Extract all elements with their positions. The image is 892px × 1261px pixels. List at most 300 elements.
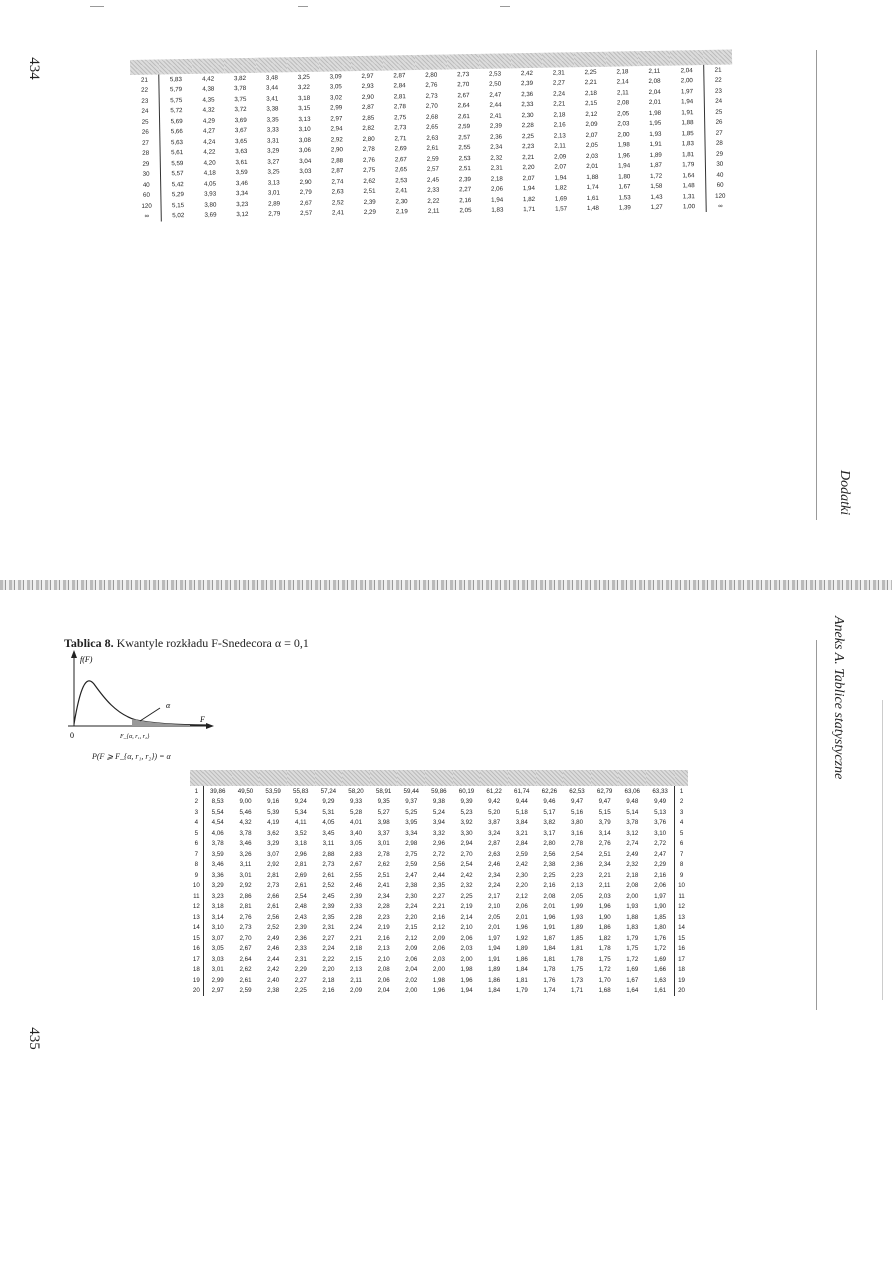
table-cell: 2,33 xyxy=(427,186,440,195)
table-cell: 2,88 xyxy=(322,850,335,858)
table-cell: 2,62 xyxy=(363,177,376,185)
table-cell: 1,91 xyxy=(543,924,556,932)
table-row xyxy=(190,944,688,955)
table-cell: 61,74 xyxy=(514,787,530,795)
table-cell: 2,71 xyxy=(394,134,407,143)
table-cell: 3,29 xyxy=(267,840,280,848)
table-cell: 4,01 xyxy=(349,819,363,827)
table-cell: 3,16 xyxy=(570,829,584,837)
table-cell: 2,16 xyxy=(654,871,667,879)
table-row xyxy=(190,839,688,850)
table-cell: 2,63 xyxy=(488,850,501,858)
row-label-right: 20 xyxy=(675,986,688,997)
table-row xyxy=(190,807,688,818)
row-label-right: 10 xyxy=(675,881,688,892)
table-cell: 3,61 xyxy=(235,158,248,166)
table-cell: 2,61 xyxy=(294,882,307,890)
table-cell: 3,80 xyxy=(570,819,584,827)
table-cell: 57,24 xyxy=(320,787,337,795)
table-cell: 1,91 xyxy=(681,108,694,117)
table-cell: 4,20 xyxy=(203,159,216,167)
row-label: 22 xyxy=(130,85,159,96)
table-cell: 2,20 xyxy=(515,882,528,890)
row-label: 20 xyxy=(190,986,203,997)
table-cell: 2,23 xyxy=(522,143,535,151)
table-cell: 2,70 xyxy=(239,934,252,942)
table-cell: 2,81 xyxy=(393,92,406,101)
table-cell: 2,74 xyxy=(626,840,639,848)
table-cell: 3,46 xyxy=(235,179,248,187)
table-cell: 3,52 xyxy=(294,829,307,837)
table-cell: 63,33 xyxy=(652,787,668,795)
table-cell: 2,50 xyxy=(489,80,502,88)
table-cell: 5,61 xyxy=(171,149,184,157)
table-cell: 3,11 xyxy=(239,861,252,869)
table-cell: 2,12 xyxy=(585,110,598,118)
row-label: 21 xyxy=(130,74,159,85)
table-cell: 2,67 xyxy=(394,155,407,164)
table-cell: 2,25 xyxy=(584,68,597,76)
table-cell: 3,05 xyxy=(349,840,363,848)
table-row xyxy=(190,954,688,965)
table-cell: 3,27 xyxy=(267,158,280,166)
table-cell: 3,21 xyxy=(515,829,528,837)
table-cell: 5,23 xyxy=(460,808,473,816)
table-cell: 2,61 xyxy=(322,871,335,879)
row-label-right: 24 xyxy=(704,96,733,107)
table-cell: 1,82 xyxy=(554,184,567,192)
table-cell: 3,98 xyxy=(377,819,390,827)
row-label-right: 60 xyxy=(705,180,734,191)
table-cell: 2,59 xyxy=(515,850,528,858)
table-cell: 2,14 xyxy=(616,78,629,86)
table-cell: 62,79 xyxy=(596,787,613,795)
table-cell: 1,94 xyxy=(488,945,501,953)
table-cell: 1,84 xyxy=(488,987,501,995)
table-cell: 3,38 xyxy=(266,105,279,113)
table-cell: 2,80 xyxy=(425,71,438,79)
header-cell xyxy=(287,770,315,786)
table-cell: 1,95 xyxy=(649,119,662,128)
table-cell: 2,49 xyxy=(626,850,639,858)
table-cell: 5,27 xyxy=(377,808,390,816)
table-cell: 2,09 xyxy=(405,945,418,953)
table-cell: 2,59 xyxy=(457,123,471,131)
table-cell: 3,18 xyxy=(298,94,311,102)
table-cell: 5,63 xyxy=(170,138,184,147)
table-cell: 9,39 xyxy=(460,798,473,806)
table-cell: 3,69 xyxy=(234,116,247,124)
table-cell: 3,48 xyxy=(265,74,278,82)
table-cell: 2,88 xyxy=(330,157,344,165)
table-row xyxy=(190,870,688,881)
scan-mark xyxy=(500,6,510,7)
table-cell: 2,73 xyxy=(322,861,335,869)
table-cell: 4,05 xyxy=(322,819,335,827)
row-label: 7 xyxy=(190,849,203,860)
row-label-right: 13 xyxy=(675,912,688,923)
table-cell: 4,05 xyxy=(203,180,217,188)
table-cell: 62,26 xyxy=(541,787,558,795)
table-cell: 9,00 xyxy=(239,798,252,806)
table-cell: 1,48 xyxy=(682,182,695,190)
table-cell: 2,07 xyxy=(522,174,535,182)
table2-title-text: Kwantyle rozkładu F-Snedecora α = 0,1 xyxy=(113,636,309,650)
table-cell: 2,05 xyxy=(488,913,501,921)
table-row xyxy=(190,933,688,944)
table-cell: 3,23 xyxy=(236,200,249,208)
table-cell: 5,79 xyxy=(169,86,183,94)
table-cell: 2,86 xyxy=(239,892,252,900)
table1 xyxy=(130,49,735,221)
row-label: 11 xyxy=(190,891,203,902)
table-cell: 2,11 xyxy=(554,142,566,150)
row-label: 8 xyxy=(190,860,203,871)
row-label-right: 25 xyxy=(704,106,733,117)
table2 xyxy=(190,770,688,996)
table-cell: 4,19 xyxy=(267,819,280,827)
table-cell: 2,25 xyxy=(460,892,473,900)
table-cell: 2,78 xyxy=(377,850,390,858)
table-cell: 2,24 xyxy=(552,90,566,98)
table-cell: 2,36 xyxy=(521,90,534,98)
header-cell xyxy=(563,770,591,786)
table-cell: 1,53 xyxy=(618,194,631,202)
table-cell: 2,38 xyxy=(267,987,280,995)
table-cell: 3,78 xyxy=(211,840,224,848)
row-label: 17 xyxy=(190,954,203,965)
row-label: 14 xyxy=(190,923,203,934)
table-cell: 2,39 xyxy=(458,175,472,184)
table-cell: 2,38 xyxy=(543,861,556,869)
row-label-right: 4 xyxy=(675,818,688,829)
table-cell: 1,83 xyxy=(681,140,694,148)
table-cell: 2,42 xyxy=(520,69,533,77)
table-cell: 2,18 xyxy=(490,175,503,183)
table-cell: 2,97 xyxy=(361,72,374,80)
table-row xyxy=(190,891,688,902)
row-label-right: ∞ xyxy=(706,201,735,212)
table-cell: 3,02 xyxy=(329,94,343,102)
table-cell: 3,14 xyxy=(598,829,611,837)
table-cell: 1,71 xyxy=(523,206,536,214)
table-cell: 5,18 xyxy=(515,808,528,816)
table-cell: 2,67 xyxy=(239,945,252,953)
table-cell: 4,27 xyxy=(202,127,216,135)
table-cell: 2,94 xyxy=(330,125,343,133)
table-cell: 2,20 xyxy=(522,164,535,172)
table-cell: 2,41 xyxy=(331,209,345,217)
table-cell: 2,53 xyxy=(458,154,471,163)
header-cell xyxy=(425,770,453,786)
x-axis-arrow xyxy=(206,723,214,729)
table-cell: 2,59 xyxy=(405,861,418,869)
table-cell: 3,72 xyxy=(234,106,247,114)
table-cell: 2,27 xyxy=(459,186,472,194)
table-cell: 3,11 xyxy=(322,840,335,848)
table-cell: 2,16 xyxy=(322,987,335,995)
table-cell: 2,08 xyxy=(543,892,556,900)
table-cell: 2,03 xyxy=(460,945,473,953)
table-cell: 2,18 xyxy=(626,871,639,879)
table-cell: 1,94 xyxy=(522,185,535,193)
header-cell xyxy=(259,770,287,786)
table-cell: 1,73 xyxy=(570,976,584,984)
alpha-label: α xyxy=(166,701,171,710)
table-cell: 2,62 xyxy=(239,966,252,974)
header-cell xyxy=(319,56,351,72)
header-cell xyxy=(447,54,479,70)
x-axis-label: F xyxy=(200,715,205,724)
table-cell: 1,96 xyxy=(617,152,630,160)
table-cell: 3,46 xyxy=(239,840,252,848)
table-cell: 63,06 xyxy=(624,787,640,795)
table-cell: 2,39 xyxy=(322,903,335,911)
header-cell xyxy=(591,770,619,786)
table-cell: 2,61 xyxy=(426,144,439,153)
table-cell: 2,08 xyxy=(616,99,630,107)
table-cell: 2,97 xyxy=(211,987,224,995)
table-cell: 2,75 xyxy=(405,850,418,858)
table-cell: 1,97 xyxy=(680,87,694,96)
table-cell: 2,44 xyxy=(267,955,280,963)
row-label-right: 26 xyxy=(704,117,733,128)
table-cell: 9,33 xyxy=(349,798,363,806)
table-cell: 2,11 xyxy=(598,882,611,890)
table-cell: 2,43 xyxy=(294,913,307,921)
table-cell: 59,44 xyxy=(403,787,419,795)
table-cell: 1,31 xyxy=(682,192,695,201)
table-cell: 2,52 xyxy=(322,882,335,890)
table-cell: 2,28 xyxy=(521,122,534,130)
row-label: 23 xyxy=(131,95,160,106)
table-cell: 3,69 xyxy=(204,211,217,219)
table-cell: 2,70 xyxy=(425,102,438,111)
table-cell: 2,01 xyxy=(543,903,556,911)
table-cell: 1,92 xyxy=(515,934,528,942)
table-cell: 3,24 xyxy=(488,829,501,837)
table-cell: 58,20 xyxy=(348,787,364,795)
header-cell xyxy=(159,59,192,75)
table-cell: 3,92 xyxy=(460,819,473,827)
header-cell xyxy=(508,770,536,786)
table-cell: 5,42 xyxy=(171,180,184,189)
table-cell: 61,22 xyxy=(486,787,502,795)
row-label: 30 xyxy=(132,169,161,180)
table-cell: 2,44 xyxy=(489,101,502,109)
row-label: 15 xyxy=(190,933,203,944)
table-row xyxy=(190,881,688,892)
table-cell: 1,43 xyxy=(650,193,663,201)
table-cell: 1,72 xyxy=(598,966,611,974)
table-cell: 2,22 xyxy=(427,197,440,205)
header-cell xyxy=(342,770,370,786)
header-cell xyxy=(536,770,564,786)
table-cell: 2,63 xyxy=(426,134,439,142)
table-cell: 1,39 xyxy=(618,204,631,212)
table-cell: 3,05 xyxy=(211,945,224,953)
header-cell xyxy=(542,52,574,68)
table-cell: 1,27 xyxy=(650,203,663,212)
table-cell: 1,76 xyxy=(654,934,667,942)
table-cell: 2,07 xyxy=(554,163,567,171)
table-cell: 2,39 xyxy=(363,198,376,206)
row-label-right: 14 xyxy=(675,923,688,934)
table-cell: 2,18 xyxy=(616,68,629,76)
table-cell: 2,18 xyxy=(322,976,335,984)
table-cell: 2,52 xyxy=(267,924,280,932)
row-label: 120 xyxy=(132,200,161,211)
header-cell xyxy=(351,56,383,72)
table-cell: 5,54 xyxy=(211,808,224,816)
table-cell: 2,27 xyxy=(322,934,335,942)
table-cell: 2,29 xyxy=(294,966,307,974)
table-cell: 2,81 xyxy=(267,871,280,879)
table-cell: 2,80 xyxy=(362,135,375,143)
margin-rule-bottom xyxy=(816,640,817,1010)
row-label-right: 8 xyxy=(675,860,688,871)
table-cell: 2,67 xyxy=(299,199,313,207)
table-cell: 1,96 xyxy=(515,924,528,932)
header-cell xyxy=(370,770,398,786)
table-cell: 2,09 xyxy=(554,153,567,161)
table-cell: 2,81 xyxy=(239,903,252,911)
table-cell: 2,30 xyxy=(515,871,528,879)
header-cell xyxy=(606,51,638,67)
scan-edge-line xyxy=(882,700,883,1000)
table-cell: 2,78 xyxy=(570,840,584,848)
table-cell: 2,16 xyxy=(459,196,472,205)
table-cell: 5,66 xyxy=(170,128,183,136)
table-cell: 2,65 xyxy=(426,123,439,132)
table-cell: 2,15 xyxy=(585,100,598,108)
table-cell: 2,13 xyxy=(570,882,584,890)
table-cell: 2,03 xyxy=(432,955,445,963)
table-cell: 3,01 xyxy=(211,966,224,974)
table-cell: 2,64 xyxy=(239,955,252,963)
table-cell: 2,56 xyxy=(267,913,280,921)
header-cell xyxy=(574,52,606,68)
table-cell: 2,49 xyxy=(267,934,280,942)
table-cell: 2,98 xyxy=(405,840,418,848)
table-cell: 2,08 xyxy=(626,882,639,890)
table-cell: 1,61 xyxy=(586,194,599,202)
table-cell: 2,33 xyxy=(521,101,534,109)
table-cell: 2,36 xyxy=(570,861,584,869)
table-cell: 2,53 xyxy=(395,176,408,185)
table-cell: 2,34 xyxy=(490,143,503,151)
header-cell xyxy=(675,770,688,786)
table-cell: 2,59 xyxy=(426,155,439,163)
table-cell: 1,74 xyxy=(543,987,556,995)
table-cell: 1,70 xyxy=(598,976,611,984)
table-cell: 1,97 xyxy=(488,934,501,942)
table-cell: 2,97 xyxy=(330,115,343,123)
table-cell: 1,61 xyxy=(654,987,667,995)
table-cell: 3,76 xyxy=(654,819,667,827)
table-cell: 2,92 xyxy=(239,882,252,890)
table-cell: 3,63 xyxy=(235,148,248,156)
table-cell: 1,64 xyxy=(682,171,695,180)
table-cell: 4,22 xyxy=(203,148,216,156)
row-label: 5 xyxy=(190,828,203,839)
table-cell: 1,72 xyxy=(650,172,663,180)
table-cell: 3,44 xyxy=(265,84,279,92)
table-cell: 1,98 xyxy=(648,109,662,117)
header-cell xyxy=(203,770,232,786)
table-cell: 1,69 xyxy=(654,955,667,963)
table-cell: 1,79 xyxy=(515,987,528,995)
table-cell: 1,78 xyxy=(598,945,611,953)
table-cell: 1,94 xyxy=(618,162,631,170)
table-cell: 2,16 xyxy=(553,121,566,129)
table-cell: 3,41 xyxy=(266,95,279,103)
table-cell: 2,96 xyxy=(294,850,307,858)
row-label: 4 xyxy=(190,818,203,829)
table-cell: 3,10 xyxy=(211,924,224,932)
table-cell: 2,07 xyxy=(585,131,598,139)
table-cell: 1,72 xyxy=(626,955,639,963)
table-cell: 1,96 xyxy=(598,903,611,911)
table-cell: 3,40 xyxy=(349,829,363,837)
table-cell: 2,79 xyxy=(299,189,312,197)
table-cell: 5,46 xyxy=(239,808,252,816)
table-cell: 3,59 xyxy=(235,169,248,177)
origin-label: 0 xyxy=(70,731,74,740)
table-cell: 2,00 xyxy=(432,966,445,974)
header-cell xyxy=(670,50,703,66)
table-cell: 2,15 xyxy=(405,924,418,932)
table-cell: 2,76 xyxy=(362,156,376,164)
table-cell: 2,10 xyxy=(488,903,501,911)
table-cell: 3,78 xyxy=(234,85,247,93)
table-cell: 3,35 xyxy=(266,116,279,124)
table-cell: 2,73 xyxy=(394,124,407,132)
table-cell: 2,02 xyxy=(405,976,418,984)
table-cell: 2,32 xyxy=(460,882,473,890)
table-cell: 2,63 xyxy=(331,188,344,196)
side-header-bottom: Aneks A. Tablice statystyczne xyxy=(831,616,846,780)
table-cell: 2,24 xyxy=(322,945,335,953)
table-cell: 2,08 xyxy=(377,966,390,974)
table-cell: 2,78 xyxy=(393,103,406,111)
table-cell: 2,90 xyxy=(330,146,343,154)
table-cell: 1,69 xyxy=(626,966,639,974)
row-label: 9 xyxy=(190,870,203,881)
alpha-pointer xyxy=(140,708,160,721)
table-cell: 2,21 xyxy=(584,79,597,87)
table-cell: 1,69 xyxy=(554,195,567,203)
table-cell: 3,93 xyxy=(204,190,217,198)
table-cell: 2,35 xyxy=(432,882,445,890)
table-cell: 5,15 xyxy=(171,201,185,210)
table-cell: 3,33 xyxy=(266,126,279,134)
table-cell: 1,78 xyxy=(570,955,584,963)
table-cell: 9,37 xyxy=(405,798,418,806)
table-cell: 2,00 xyxy=(460,955,473,963)
table-cell: 1,83 xyxy=(626,924,639,932)
table-cell: 2,46 xyxy=(267,945,280,953)
table-cell: 2,73 xyxy=(267,882,280,890)
header-cell xyxy=(638,51,670,67)
table-cell: 2,66 xyxy=(267,892,280,900)
table-cell: 2,76 xyxy=(239,913,252,921)
table-cell: 3,08 xyxy=(298,136,311,144)
table-cell: 2,74 xyxy=(331,178,344,186)
table-cell: 2,67 xyxy=(349,861,363,869)
table-cell: 3,45 xyxy=(322,829,335,837)
table-cell: 9,35 xyxy=(377,798,390,806)
